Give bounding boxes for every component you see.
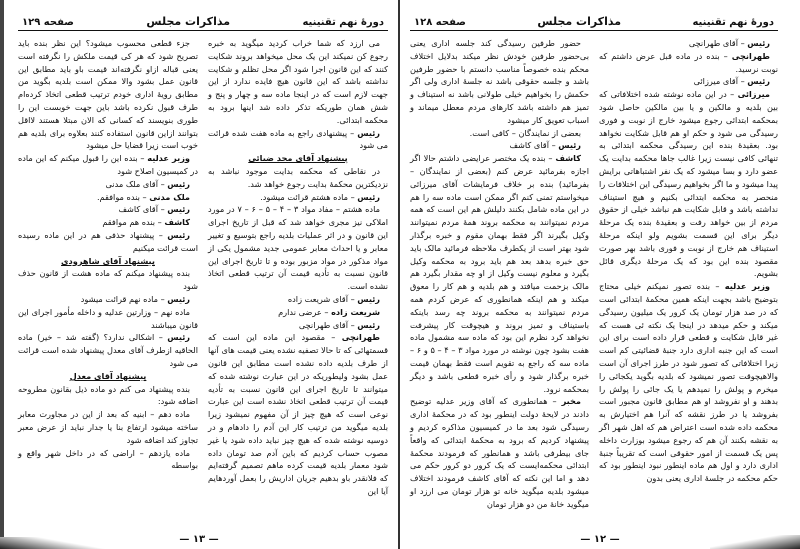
paragraph-text: حضور طرفین رسیدگی کند جلسه اداری یعنی بی‌حضور طرفین خودش نظر میکند بدلایل اختلاف محکم بنده خصوصاً مناسب دانستم با حضور طرفین باشد و جلسه حقوقی باشد نه جلسهٔ اداری ولی اگر حکمش را بخواهیم خیلی طولانی باشد نه استیناف و تمیز هم داشته باشد کارهای مردم معطل میماند و اسباب تعویق کار میشود [410, 38, 589, 125]
paragraph [18, 306, 198, 332]
paragraph [208, 127, 388, 153]
paragraph [18, 408, 198, 446]
paragraph-text: – بنده این را قبول میکنم که این ماده در کمیسیون اصلاح شود [18, 153, 198, 176]
speaker-name: رئیس [558, 140, 581, 151]
paragraph-text: – آقای شریعت زاده [287, 293, 358, 304]
speaker-name: کاشف [555, 153, 581, 164]
text-columns [18, 37, 388, 498]
paragraph [208, 165, 388, 191]
page-footer-number: — ۱۲ — [580, 534, 620, 545]
paragraph [18, 178, 198, 191]
paragraph-text: – مقصود این ماده این است که قسمتهائی که تا حالا تصفیه نشده یعنی قیمت های آنها از طرف بلدیه داده نشده است مطابق این قانون عمل بشود ولیطوریکه در این عبارت نوشته شده که میتوانند تا تاریخ اجرای این قانون نسبت به تأدیه قیمت آن ترتیب قطعی اتخاذ نشده است این عبارت نوعی است که هیچ چیز از آن مفهوم نمیشود زیرا بلدیه میگوید من ترتیب کار این آدم را دادهام و در دوسیه نوشته شده که هیچ چیز نباید داده شود یا غیر مصوب حساب کردیم که باین آدم صد تومان داده شود معمار بلدیه قیمت کرده ماهم تصمیم گرفته‌ایم که فلانقدر باو بدهیم جریان اداریش را بعمل آوردهایم آیا این [208, 332, 388, 496]
paragraph [208, 306, 388, 319]
speaker-name: مخبر [561, 396, 581, 407]
page-number: صفحه ۱۲۹ [22, 17, 74, 28]
paragraph [599, 75, 778, 88]
proposal-heading: پیشنهاد آقای شاهرودی [61, 255, 155, 266]
paragraph [599, 88, 778, 280]
proposal-heading: پیشنهاد آقای معدل [69, 370, 147, 381]
paragraph-text: در نقاطی که محکمه بدایت موجود نباشد به نزدیکترین محکمهٔ بدایت رجوع خواهد شد. [208, 165, 388, 189]
paragraph [599, 37, 778, 50]
speaker-name: طهرانچی [731, 50, 770, 61]
page-128 [400, 0, 800, 549]
paragraph [208, 37, 388, 127]
speaker-name: رئیس [357, 319, 380, 330]
paragraph-text: – آقای ملک مدنی [105, 178, 168, 189]
paragraph-text: – ماده نهم قرائت میشود [80, 293, 168, 304]
paragraph [599, 50, 778, 76]
page-footer-number: — ۱۳ — [179, 534, 219, 545]
scan-edge-shadow [0, 0, 4, 549]
paragraph [208, 331, 388, 497]
paragraph-text: – بنده یک مختصر عرایضی داشتم حالا اگر اجازه بفرمائید عرض کنم (بعضی از نمایندگان – بفرمائید) بنده بر خلاف فرمایشات آقای میرزائی میخواستم تمنی کنم اگر ممکن است ماده سه را هم در این ماده شامل بکنند دلیلش هم این است که همه مردم نمیتوانند به محکمه بروند همهٔ مردم نمیتوانند وکیل بگیرند اگر فقط بهمان مقوم و خبره برگذار شود بهتر است از یکطرف ملاحظه فرمائید مالک باید حق خبره بدهد بعد هم باید برود به محکمه وکیل بگیرد و معلوم نیست وکیل از او چه مقدار بگیرد هم مالک بزحمت میافتد و هم بلدیه و هم کار را معوق میکند و هم اینکه همانطوری که عرض کردم همه مردم نمیتوانند به محکمه بروند چه رسد باینکه باستیناف و تمیز بروند و هیچوقت کار پیشرفت نخواهد کرد نظرم این بود که ماده سه مشمول ماده هفت بشود چون نوشته در مورد مواد ۳ – ۴ – ۵ و ۶ – ماده سه که راجع به تقویم است فقط بهمان قیمت خبره برگذار شود و رأی خبره قطعی باشد و دیگر بمحکمه نرود. [410, 153, 589, 394]
paragraph [18, 229, 198, 255]
paragraph [18, 447, 198, 473]
paragraph-text: بنده پیشنهاد میکنم که ماده هشت از قانون حذف شود [18, 268, 198, 292]
speaker-name: رئیس [357, 127, 380, 138]
paragraph [410, 127, 589, 140]
speaker-name: رئیس [747, 76, 770, 87]
scan-corner-shadow [710, 535, 800, 549]
paragraph [208, 191, 388, 204]
paragraph [208, 203, 388, 293]
journal-title: مذاکرات مجلس [146, 15, 231, 28]
paragraph-text: بعضی از نمایندگان – کافی است. [469, 127, 581, 138]
paragraph-text: – بنده هم موافقم [102, 217, 165, 228]
paragraph [410, 37, 589, 127]
text-column [599, 37, 778, 510]
paragraph [410, 139, 589, 152]
paragraph [18, 293, 198, 306]
paragraph-text: – آقای کاشف [118, 204, 168, 215]
speaker-name: رئیس [167, 229, 190, 240]
paragraph-text: – پیشنهاد حذفی هم در این ماده رسیده است قرائت میکنیم [18, 229, 198, 253]
paragraph [18, 37, 198, 152]
paragraph-text: ماده هشتم – مفاد مواد ۳ – ۴ – ۵ – ۶ – ۷ در مورد املاکی نیز مجری خواهد شد که قبل از تاریخ اجرای این قانون و در اثر عملیات بلدیه راجع بتوسیع و تغییر معابر و یا احداث معابر عمومی جدید مشمول یکی از مواد مذکور در مواد مزبور بوده و تا تاریخ اجرای این قانون نسبت به تأدیه قیمت آن ترتیب قطعی اتخاذ نشده است. [208, 204, 388, 292]
paragraph [599, 280, 778, 485]
paragraph-text: – ماده هشتم قرائت میشود. [260, 191, 358, 202]
speaker-name: طهرانچی [341, 332, 380, 343]
paragraph-text: ماده یازدهم – اراضی که در داخل شهر واقع و بواسطه [18, 447, 198, 471]
paragraph [18, 383, 198, 409]
speaker-name: رئیس [167, 293, 190, 304]
speaker-name: رئیس [357, 191, 380, 202]
speaker-name: وزیر عدلیه [724, 281, 770, 292]
paragraph-text: – آقای طهرانچی [688, 38, 748, 48]
text-columns [410, 37, 778, 510]
paragraph [18, 203, 198, 216]
speaker-name: رئیس [747, 38, 770, 48]
volume-label: دورهٔ نهم تقنینیه [302, 17, 384, 28]
speaker-name: کاشف [164, 217, 190, 228]
speaker-name: رئیس [167, 178, 190, 189]
speaker-name: رئیس [167, 332, 190, 343]
paragraph [18, 216, 198, 229]
paragraph-text: – عرضی ندارم [278, 306, 332, 317]
scan-corner-shadow [0, 537, 110, 549]
paragraph-text: – در این ماده نوشته شده اختلافاتی که بین بلدیه و مالکین و یا بین مالکین حاصل شود بمحکمه ابتدائی رجوع میشود خارج از نوبت و فوری رسیدگی می شود و حکم او هم قابل شکایت نخواهد بود. بعقیدهٔ بنده این رسیدگی محکمه ابتدائی به تنهائی کافی نیست زیرا غالب جاها محکمه بدایت یک عضو دارد و بسا میشود که یک نفر اشتباهاتی برایش پیدا میشود و ما اگر بخواهیم رسیدگی این اختلافات را منحصر به محکمه ابتدائی بکنیم و هیچ استیناف نداشته باشد و قابل شکایت هم نباشد خیلی از حقوق مردم از بین خواهد رفت و بعقیدهٔ بنده یک مرحلهٔ دیگر برای این قسمت بشویم ولو اینکه مرحلهٔ استیناف هم خارج از نوبت و فوری باشد بهر صورت مقصود بنده این بود که یک مرحلهٔ دیگری قائل بشویم. [599, 89, 778, 279]
journal-title: مذاکرات مجلس [537, 15, 622, 28]
text-column [208, 37, 388, 498]
paragraph-text: – اشکالی ندارد؟ (گفته شد – خیر) ماده الحاقیه ازطرف آقای معدل پیشنهاد شده است قرائت می شود [18, 332, 198, 368]
paragraph [208, 319, 388, 332]
speaker-name: وزیر عدلیه [147, 153, 190, 164]
page-header [18, 12, 388, 31]
paragraph-text: – بنده موافقم. [96, 191, 150, 202]
paragraph-text: می ارزد که شما خراب کردید میگوید به خبره رجوع کن نمیکند این یک محل میخواهد بروند شکایت کنند که این قانون اجرا شود اگر محل تظلم و شکایت نداشته باشد که این قانون هیچ فایده ندارد از این جهت لازم است که در اینجا ماده سه و چهار و پنج و شش همان طوریکه تذکر داده شد اینها برود به محکمه ابتدائی. [208, 38, 388, 125]
page-header [410, 12, 778, 31]
paragraph-text: ماده دهم – ابنیه که بعد از این در مجاورت معابر ساخته میشود ارتفاع بنا یا جدار نباید از عرض معبر تجاوز کند اضافه شود [18, 409, 198, 445]
speaker-name: ملک مدنی [149, 191, 190, 202]
paragraph [18, 152, 198, 178]
proposal-heading: پیشنهاد آقای مجد ضیائی [248, 153, 348, 164]
speaker-name: رئیس [167, 204, 190, 215]
paragraph [410, 395, 589, 510]
paragraph-text: جزء قطعی محسوب میشود؟ این نظر بنده باید تصریح شود که هر کی قیمت ملکش را نگرفته است یعنی قباله ازاو نگرفته‌اند قیمت باو باید مطابق این قانون عمل بشود والا ممکن است بلدیه بگوید من مطابق رویهٔ اداری خودم ترتیب قطعی اتخاذ کرده‌ام طرف قبول نکرده باشد باین جهت خوبست این را طوری بنویسند که کسانی که الان مبتلا هستند لااقل بتوانند ازاین قانون استفاده کنند بعلاوه برای بلدیه هم خوب است زیرا قضایا حل میشود [18, 38, 198, 151]
text-column [410, 37, 589, 510]
paragraph-text: – پیشنهادی راجع به ماده هفت شده قرائت می شود [208, 127, 388, 151]
paragraph-text: – آقای طهرانچی [298, 319, 358, 330]
paragraph [18, 331, 198, 369]
paragraph [18, 267, 198, 293]
text-column [18, 37, 198, 498]
paragraph-text: – بنده در ماده قبل عرض داشتم که نوبت نرسید. [599, 50, 778, 74]
speaker-name: شریعت زاده [331, 306, 380, 317]
paragraph-text: – آقای میرزائی [693, 76, 748, 87]
paragraph-text: – آقای کاشف [509, 140, 559, 151]
paragraph-text: – همانطوری که آقای وزیر عدلیه توضیح دادند در لایحهٔ دولت اینطور بود که در محکمهٔ اداری رسیدگی شود بعد ما در کمیسیون مذاکره کردیم و پیشنهاد کردیم که برود به محکمهٔ ابتدائی که واقعاً جای بیطرفی باشد و همانطور که فرمودند محکمهٔ ابتدائی محکمه‌ایست که یک کرور دو کرور حکم می دهد و اما این نکته که آقای کاشف فرمودند اختلاف میشود بلدیه میگوید خانه تو هزار تومان می ارزد او میگوید خانهٔ من دو هزار تومان [410, 396, 589, 509]
paragraph-text: – بنده تصور نمیکنم خیلی محتاج بتوضیح باشد بجهت اینکه همین محکمهٔ ابتدائی است که در صد هزار تومان یک کرور یک میلیون رسیدگی میکند و حکم میدهد در اینجا یک نکته ئی هست که غیر قابل شکایت و قطعی قرار داده است برای این است که این جنبه اداری دارد جنبهٔ قضائیتی کم است زیرا اختلافاتی که تصور شود در طرز اجرای آن است والاهیچوقت تصور نمیشود که بلدیه بگوید یکجائی را میخرم و پولش را نمیدهم یا یک جائی را پولش را بدهند و او نفروشد او هم مطابق قانون مجبور است بفروشد یا در طرز نقشه که آنرا هم اختیارش به محکمه داده شده است اعتراض هم که اهل شهر اگر به نقشه بکنند آن هم که رجوع میشود بوزارت داخله پس یک قسمت از امور حقوقی است که تقریباً جنبهٔ اداری دارد و اول هم ماده اینطور نبود اینطور بود که حکم محکمه در جلسهٔ اداری یعنی بدون [599, 281, 778, 484]
page-number: صفحه ۱۲۸ [414, 17, 466, 28]
paragraph-text: بنده پیشنهاد می کنم دو ماده ذیل بقانون مطروحه اضافه شود: [18, 383, 198, 407]
paragraph [208, 293, 388, 306]
paragraph [410, 152, 589, 395]
speaker-name: میرزائی [737, 89, 770, 100]
speaker-name: رئیس [357, 293, 380, 304]
paragraph [18, 191, 198, 204]
volume-label: دورهٔ نهم تقنینیه [692, 17, 774, 28]
paragraph-text: ماده نهم – وزارتین عدلیه و داخله مأمور اجرای این قانون میباشند [18, 306, 198, 330]
